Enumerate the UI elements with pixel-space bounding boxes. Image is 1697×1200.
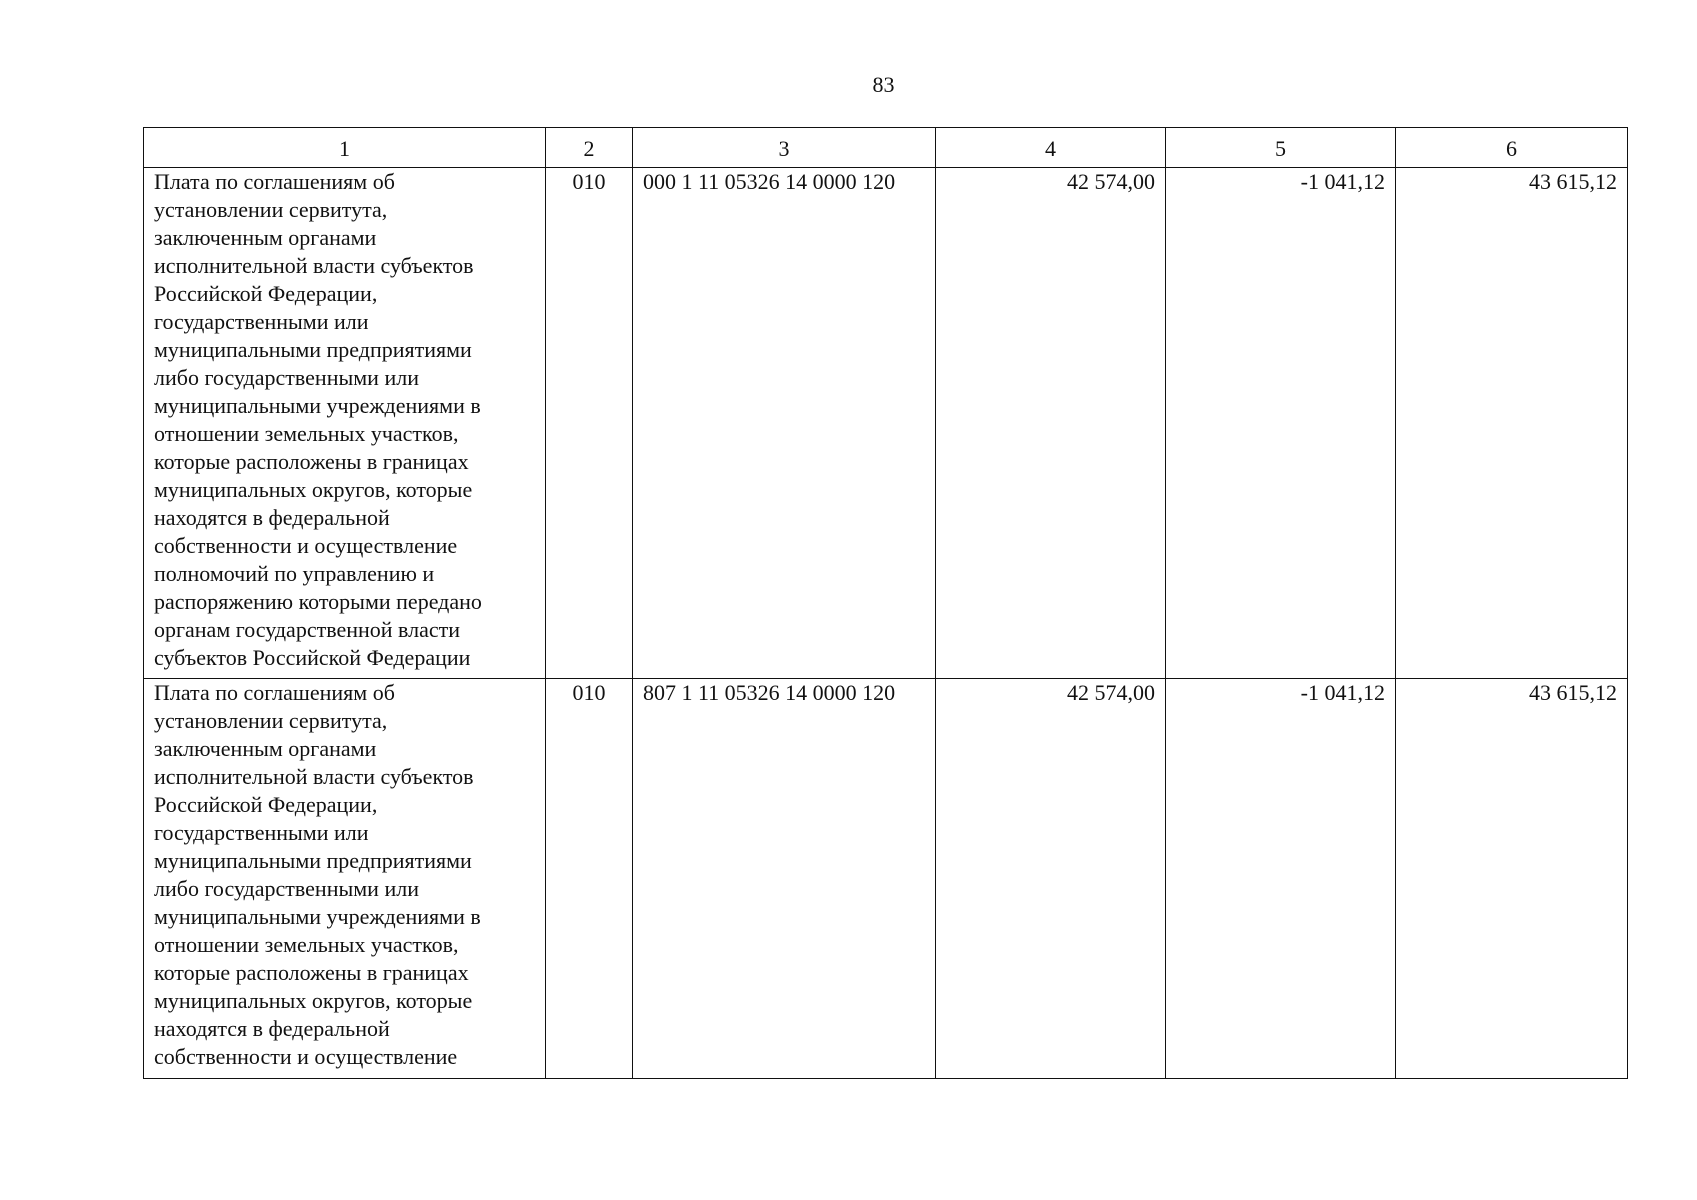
- name-line: отношении земельных участков,: [154, 421, 459, 446]
- name-line: исполнительной власти субъектов: [154, 253, 474, 278]
- table-header-row: [144, 128, 1628, 168]
- name-line: государственными или: [154, 309, 369, 334]
- column-header-1: 1: [144, 128, 546, 168]
- line-code-cell: 010: [546, 679, 633, 1079]
- report-table: [143, 127, 1628, 1079]
- name-line: либо государственными или: [154, 876, 419, 901]
- column-header-2: 2: [546, 128, 633, 168]
- name-line: органам государственной власти: [154, 617, 461, 642]
- name-line: которые расположены в границах: [154, 960, 469, 985]
- name-line: которые расположены в границах: [154, 449, 469, 474]
- name-line: либо государственными или: [154, 365, 419, 390]
- name-line: Российской Федерации,: [154, 792, 378, 817]
- line-code-cell: 010: [546, 168, 633, 679]
- income-code-cell: 000 1 11 05326 14 0000 120: [633, 168, 936, 679]
- name-line: муниципальными учреждениями в: [154, 904, 481, 929]
- page-number: 83: [872, 72, 895, 97]
- column-5-value: -1 041,12: [1166, 679, 1396, 1079]
- column-header-4: 4: [936, 128, 1166, 168]
- column-header-5: 5: [1166, 128, 1396, 168]
- column-5-value: -1 041,12: [1166, 168, 1396, 679]
- table-row: [144, 168, 1628, 679]
- income-name-cell: [144, 679, 546, 1079]
- column-header-3: 3: [633, 128, 936, 168]
- column-4-value: 42 574,00: [936, 679, 1166, 1079]
- column-header-6: 6: [1396, 128, 1628, 168]
- table-row: [144, 679, 1628, 1079]
- name-line: отношении земельных участков,: [154, 932, 459, 957]
- name-line: распоряжению которыми передано: [154, 589, 482, 614]
- name-line: собственности и осуществление: [154, 1044, 458, 1069]
- column-4-value: 42 574,00: [936, 168, 1166, 679]
- name-line: субъектов Российской Федерации: [154, 645, 471, 670]
- name-line: полномочий по управлению и: [154, 561, 435, 586]
- name-line: собственности и осуществление: [154, 533, 458, 558]
- name-line: установлении сервитута,: [154, 197, 388, 222]
- name-line: установлении сервитута,: [154, 708, 388, 733]
- name-line: исполнительной власти субъектов: [154, 764, 474, 789]
- name-line: муниципальных округов, которые: [154, 988, 473, 1013]
- name-line: муниципальных округов, которые: [154, 477, 473, 502]
- name-line: Плата по соглашениям об: [154, 680, 395, 705]
- name-line: муниципальными предприятиями: [154, 337, 472, 362]
- name-line: муниципальными предприятиями: [154, 848, 472, 873]
- name-line: заключенным органами: [154, 225, 377, 250]
- name-line: муниципальными учреждениями в: [154, 393, 481, 418]
- income-name-cell: [144, 168, 546, 679]
- column-6-value: 43 615,12: [1396, 168, 1628, 679]
- name-line: находятся в федеральной: [154, 505, 390, 530]
- name-line: Российской Федерации,: [154, 281, 378, 306]
- name-line: заключенным органами: [154, 736, 377, 761]
- column-6-value: 43 615,12: [1396, 679, 1628, 1079]
- income-code-cell: 807 1 11 05326 14 0000 120: [633, 679, 936, 1079]
- name-line: Плата по соглашениям об: [154, 169, 395, 194]
- name-line: государственными или: [154, 820, 369, 845]
- name-line: находятся в федеральной: [154, 1016, 390, 1041]
